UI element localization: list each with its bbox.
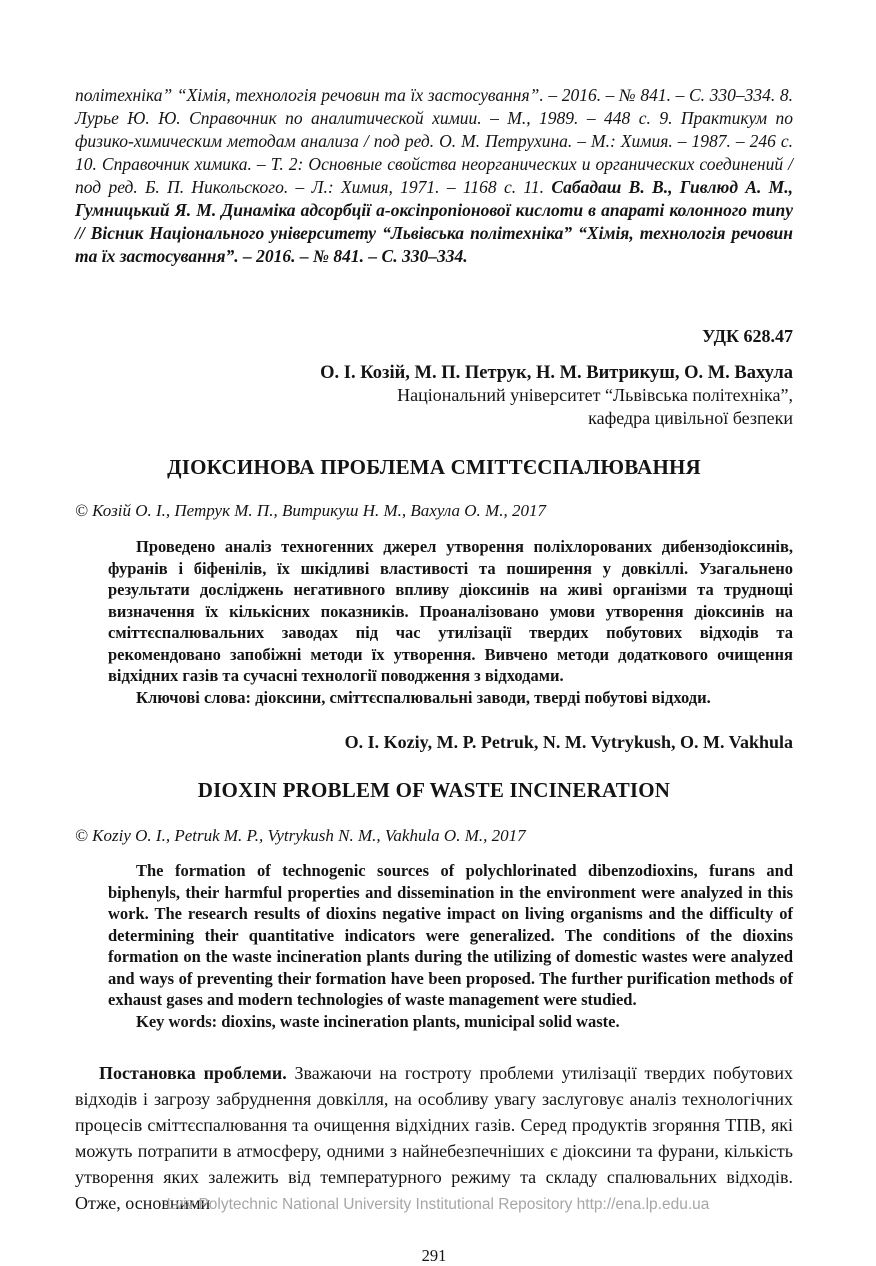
- section-lead-label: Постановка проблеми.: [99, 1063, 287, 1083]
- keywords-ua: Ключові слова: діоксини, сміттєспалювальні заводи, тверді побутові відходи.: [136, 687, 711, 707]
- authors-ua: О. І. Козій, М. П. Петрук, Н. М. Витрикуш, О. М. Вахула: [320, 363, 793, 383]
- references-bold-entry: Сабадаш В. В., Гивлюд А. М., Гумницький Я. М. Динаміка адсорбції а-оксіпропіонової кислоти в апараті колонного типу // Вісник Національного університету “Львівська політехніка” “Хімія, технологія речовин та їх застосування”. – 2016. – № 841. – С. 330–334.: [75, 177, 793, 266]
- article-title-ua: ДІОКСИНОВА ПРОБЛЕМА СМІТТЄСПАЛЮВАННЯ: [167, 455, 701, 479]
- references-regular-text: політехніка” “Хімія, технологія речовин та їх застосування”. – 2016. – № 841. – С. 330–334. 8. Лурье Ю. Ю. Справочник по аналитической химии. – М., 1989. – 448 с. 9. Практикум по физико-химическим методам анализа / под ред. О. М. Петрухина. – М.: Химия. – 1987. – 246 с. 10. Справочник химика. – Т. 2: Основные свойства неорганических и органических соединений / под ред. Б. П. Никольского. – Л.: Химия, 1971. – 1168 с. 11.: [75, 85, 793, 197]
- problem-statement-paragraph: [75, 1060, 793, 1216]
- section-body-text: Зважаючи на гостроту проблеми утилізації твердих побутових відходів і загрозу забруднення довкілля, на особливу увагу заслуговує аналіз технологічних процесів сміттєспалювання та очищення відхідних газів. Серед продуктів згоряння ТПВ, які можуть потрапити в атмосферу, одними з найнебезпечніших є діоксини та фурани, кількість утворення яких залежить від температурного режиму та складу спалювальних відходів. Отже, основними: [75, 1063, 793, 1213]
- copyright-line-en: © Koziy O. I., Petruk M. P., Vytrykush N. M., Vakhula O. M., 2017: [75, 826, 526, 845]
- page-number: 291: [421, 1246, 447, 1265]
- abstract-en-text: The formation of technogenic sources of polychlorinated dibenzodioxins, furans and biphenyls, their harmful properties and dissemination in the environment were analyzed in this work. The research results of dioxins negative impact on living organisms and the difficulty of determining their quantitative indicators were generalized. The conditions of the dioxins formation on the waste incineration plants during the utilizing of domestic wastes were analyzed and ways of preventing their formation have been proposed. The further purification methods of exhaust gases and modern technologies of waste management were studied.: [108, 861, 793, 1009]
- keywords-en: Key words: dioxins, waste incineration plants, municipal solid waste.: [136, 1011, 620, 1031]
- article-title-en: DIOXIN PROBLEM OF WASTE INCINERATION: [197, 778, 671, 802]
- repository-footer-line: Lviv Polytechnic National University Institutional Repository http://ena.lp.edu.ua: [166, 1196, 710, 1213]
- abstract-ua: [108, 536, 793, 708]
- references-paragraph: [75, 84, 793, 268]
- authors-en: O. I. Koziy, M. P. Petruk, N. M. Vytrykush, O. M. Vakhula: [344, 732, 793, 752]
- copyright-line-ua: © Козій О. І., Петрук М. П., Витрикуш Н. М., Вахула О. М., 2017: [75, 501, 546, 520]
- abstract-en: [108, 860, 793, 1032]
- affiliation-university: Національний університет “Львівська політехніка”,: [397, 385, 793, 405]
- abstract-ua-text: Проведено аналіз техногенних джерел утворення поліхлорованих дибензодіоксинів, фуранів і біфенілів, їх шкідливі властивості та поширення у довкіллі. Узагальнено результати досліджень негативного впливу діоксинів на живі організми та труднощі визначення їх кількісних показників. Проаналізовано умови утворення діоксинів на сміттєспалювальних заводах під час утилізації твердих побутових відходів та рекомендовано запобіжні методи їх утворення. Вивчено методи додаткового очищення відхідних газів та сучасні технології поводження з відходами.: [108, 537, 793, 685]
- affiliation-department: кафедра цивільної безпеки: [588, 408, 793, 428]
- udc-code: УДК 628.47: [702, 326, 793, 346]
